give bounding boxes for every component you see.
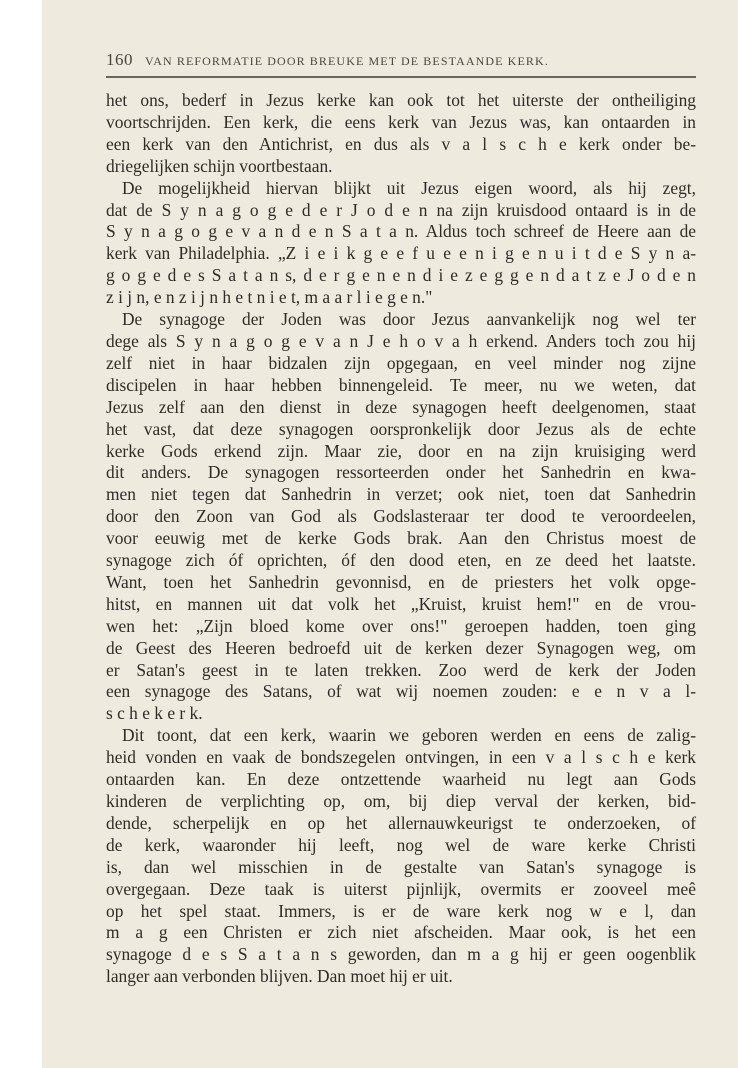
text-line: dege als S y n a g o g e v a n J e h o v a h erkend. Anders toch zou hij [106,330,696,351]
text-line: de kerk, waaronder hij leeft, nog wel de ware kerke Christi [106,834,696,855]
text-line: dende, scherpelijk en op het allernauwkeurigst te onderzoeken, of [106,812,696,833]
text-line: een synagoge des Satans, of wat wij noemen zouden: e e n v a l- [106,681,696,702]
text-line: ontaarden kan. En deze ontzettende waarheid nu legt aan Gods [106,769,696,790]
paragraph [106,309,696,725]
text-line: S y n a g o g e v a n d e n S a t a n. Aldus toch schreef de Heere aan de [106,221,696,242]
text-line: het ons, bederf in Jezus kerke kan ook tot het uiterste der ontheiliging [106,90,696,110]
text-line: de Geest des Heeren bedroefd uit de kerken dezer Synagogen weg, om [106,637,696,658]
text-line: op het spel staat. Immers, is er de ware kerk nog w e l, dan [106,900,696,921]
text-line: synagoge zich óf oprichten, óf den dood eten, en ze deed het laatste. [106,550,696,571]
text-line: kerk van Philadelphia. „Z i e i k g e e f u e e n i g e n u i t d e S y n a- [106,243,696,264]
text-line: wen het: „Zijn bloed kome over ons!" geroepen hadden, toen ging [106,615,696,636]
header-rule [106,76,696,78]
text-line: voortschrijden. Een kerk, die eens kerk van Jezus was, kan ontaarden in [106,111,696,132]
body-text [106,90,696,988]
text-line: door den Zoon van God als Godslasteraar ter dood te veroordeelen, [106,506,696,527]
text-line: kerke Gods erkend zijn. Maar zie, door en na zijn kruisiging werd [106,440,696,461]
text-line: een kerk van den Antichrist, en dus als v a l s c h e kerk onder be- [106,133,696,154]
text-line: langer aan verbonden blijven. Dan moet hij er uit. [106,966,453,987]
text-line: Want, toen het Sanhedrin gevonnisd, en de priesters het volk opge- [106,571,696,592]
text-line: z i j n, e n z i j n h e t n i e t, m a a r l i e g e n." [106,287,433,308]
text-line: zelf niet in haar bidzalen zijn opgegaan, en veel minder nog zijne [106,352,696,373]
text-line: m a g een Christen er zich niet afscheiden. Maar ook, is het een [106,922,696,943]
text-line: voor eeuwig met de kerke Gods brak. Aan den Christus moest de [106,528,696,549]
page-gutter [0,0,42,1068]
text-line: men niet tegen dat Sanhedrin in verzet; ook niet, toen dat Sanhedrin [106,484,696,505]
text-line: s c h e k e r k. [106,703,203,724]
text-line: overgegaan. Deze taak is uiterst pijnlijk, overmits er zooveel meê [106,878,696,899]
text-line: hitst, en mannen uit dat volk het „Kruist, kruist hem!" en de vrou- [106,593,696,614]
text-line: het vast, dat deze synagogen oorspronkelijk door Jezus als de echte [106,418,696,439]
text-line: Jezus zelf aan den dienst in deze synagogen heeft deelgenomen, staat [106,396,696,417]
paragraph [106,725,696,988]
text-line: g o g e d e s S a t a n s, d e r g e n e n d i e z e g g e n d a t z e J o d e n [106,265,696,286]
text-line: dit anders. De synagogen ressorteerden onder het Sanhedrin en kwa- [106,462,696,483]
text-line: synagoge d e s S a t a n s geworden, dan m a g hij er geen oogenblik [106,944,696,965]
running-title: VAN REFORMATIE DOOR BREUKE MET DE BESTAANDE KERK. [145,54,549,68]
text-line: driegelijken schijn voortbestaan. [106,155,333,176]
page-number: 160 [106,50,133,69]
paragraph [106,90,696,178]
paragraph [106,178,696,309]
text-line: De synagoge der Joden was door Jezus aanvankelijk nog wel ter [122,309,696,330]
text-line: Dit toont, dat een kerk, waarin we geboren werden en eens de zalig- [122,725,696,746]
text-line: er Satan's geest in te laten trekken. Zoo werd de kerk der Joden [106,659,696,680]
text-line: discipelen in haar hebben binnengeleid. Te meer, nu we weten, dat [106,374,696,395]
text-line: dat de S y n a g o g e d e r J o d e n na zijn kruisdood ontaard is in de [106,199,696,220]
text-line: heid vonden en vaak de bondszegelen ontvingen, in een v a l s c h e kerk [106,747,696,768]
text-line: De mogelijkheid hiervan blijkt uit Jezus eigen woord, als hij zegt, [122,177,696,198]
running-header [106,50,696,70]
text-line: is, dan wel misschien in de gestalte van Satan's synagoge is [106,856,696,877]
text-line: kinderen de verplichting op, om, bij diep verval der kerken, bid- [106,791,696,811]
